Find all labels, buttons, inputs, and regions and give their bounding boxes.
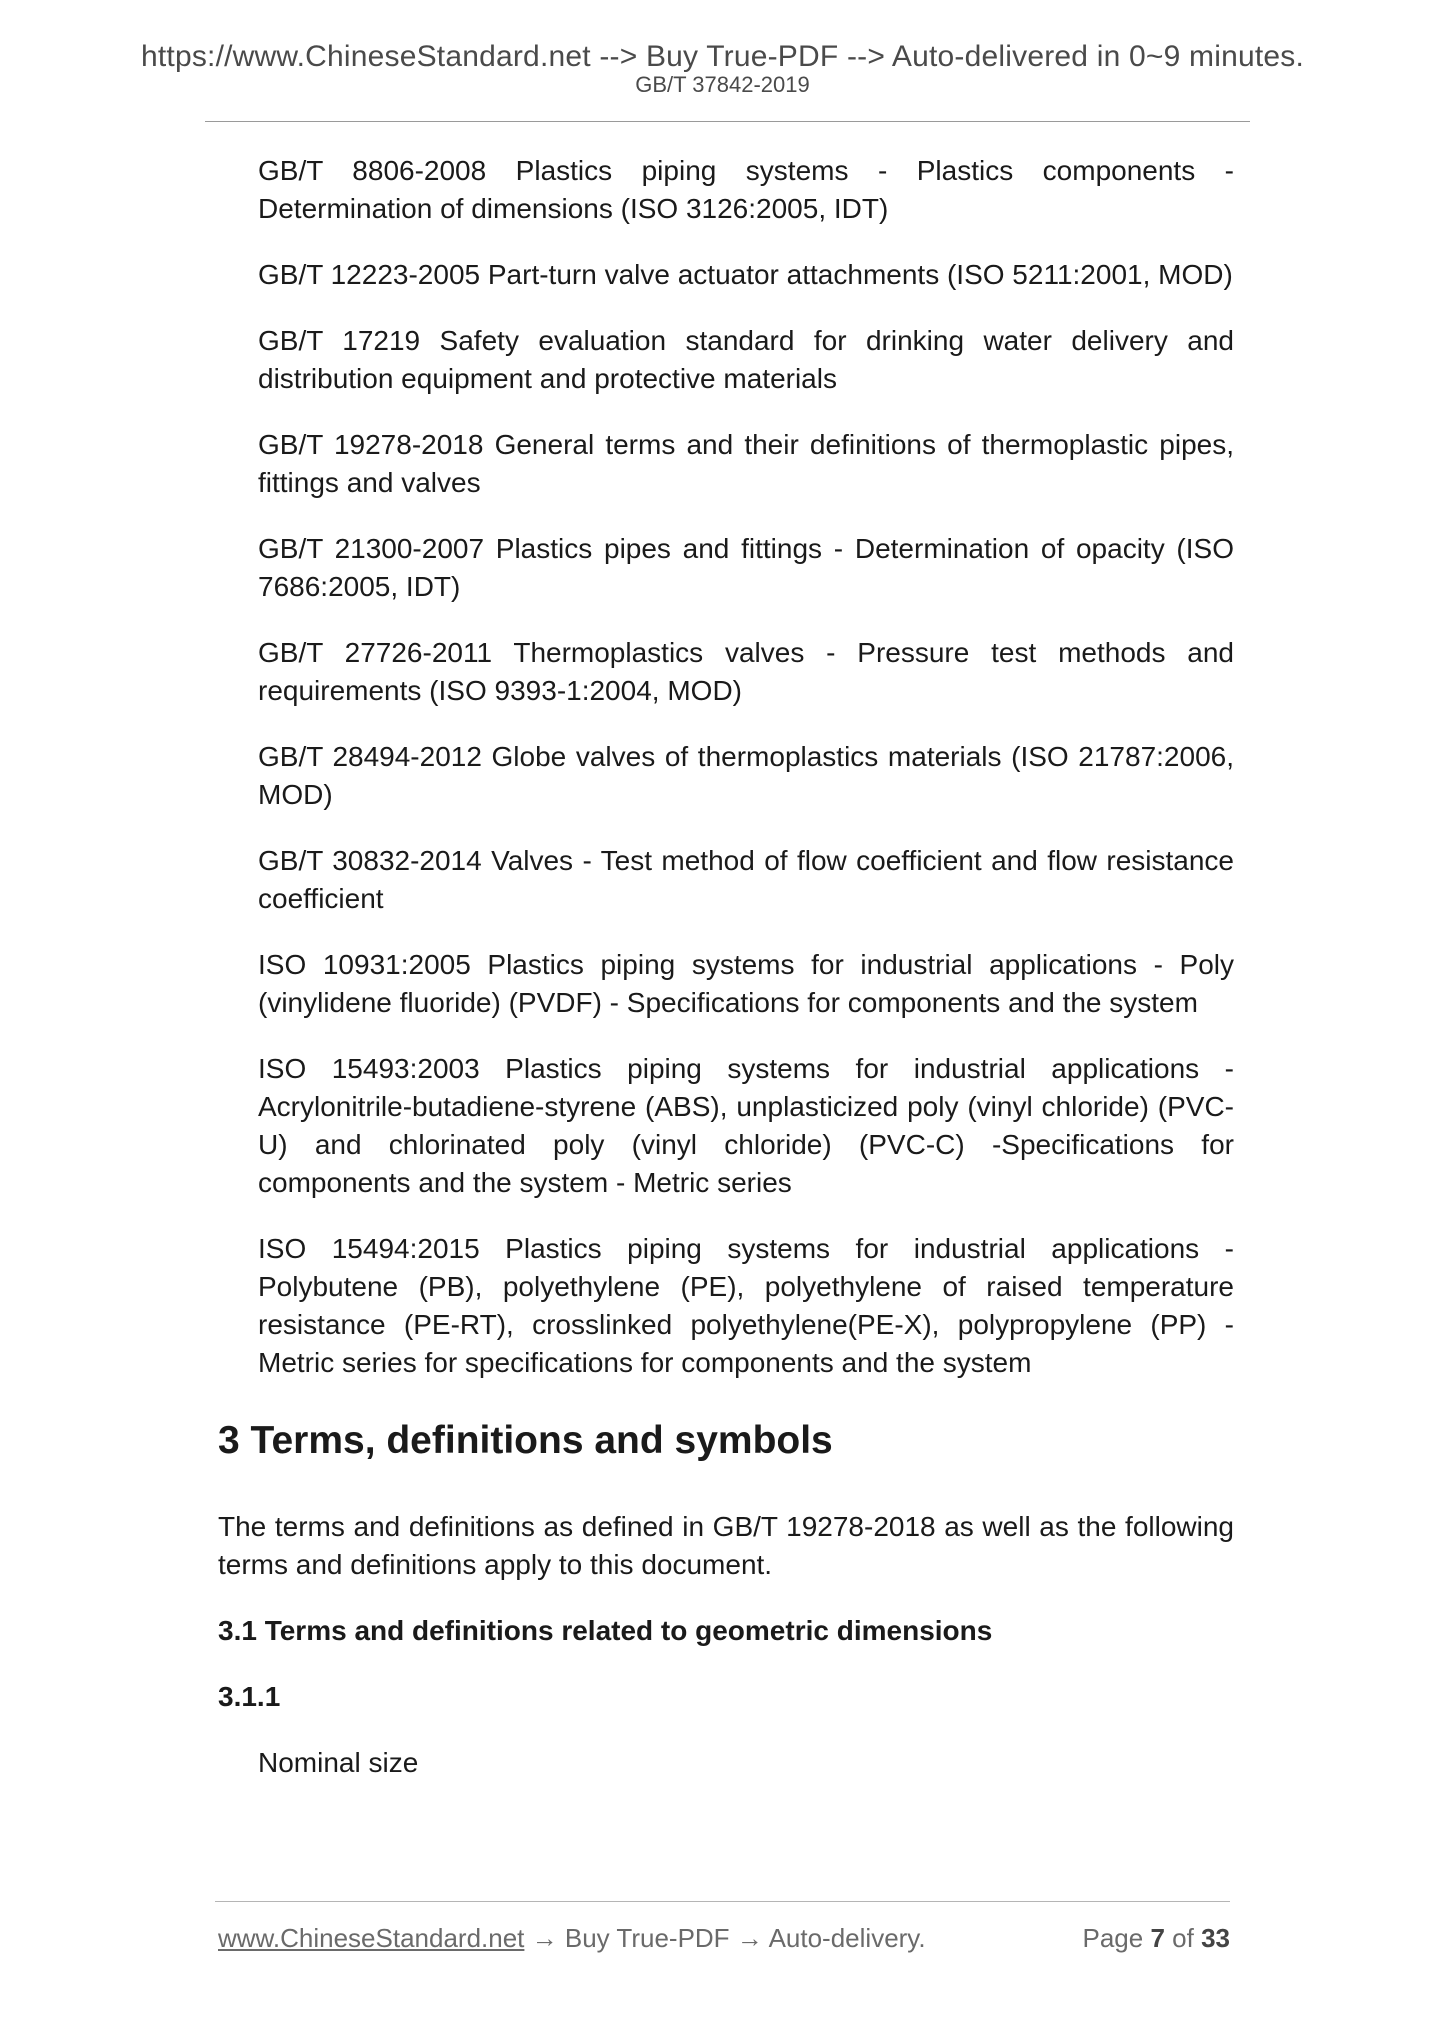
reference-item: GB/T 28494-2012 Globe valves of thermoplastics materials (ISO 21787:2006, MOD) (258, 741, 1234, 810)
subsection-heading: 3.1 Terms and definitions related to geometric dimensions (218, 1615, 993, 1646)
page-label: Page (1082, 1923, 1144, 1953)
reference-item: GB/T 21300-2007 Plastics pipes and fittings - Determination of opacity (ISO 7686:2005, IDT) (258, 533, 1234, 602)
page-total: 33 (1201, 1923, 1230, 1953)
document-code: GB/T 37842-2019 (635, 72, 810, 97)
reference-item: GB/T 8806-2008 Plastics piping systems - Plastics components - Determination of dimensions (ISO 3126:2005, IDT) (258, 155, 1234, 224)
section-intro: The terms and definitions as defined in GB/T 19278-2018 as well as the following terms and definitions apply to this document. (218, 1511, 1234, 1580)
reference-item: GB/T 27726-2011 Thermoplastics valves - Pressure test methods and requirements (ISO 9393-1:2004, MOD) (258, 637, 1234, 706)
footer-left (218, 1921, 926, 1955)
top-banner-text[interactable]: https://www.ChineseStandard.net --> Buy True-PDF --> Auto-delivered in 0~9 minutes. (141, 40, 1304, 73)
reference-item: GB/T 12223-2005 Part-turn valve actuator attachments (ISO 5211:2001, MOD) (258, 259, 1233, 290)
footer-tail-text: → Buy True-PDF → Auto-delivery. (524, 1923, 926, 1953)
reference-item: ISO 15493:2003 Plastics piping systems for industrial applications - Acrylonitrile-butadiene-styrene (ABS), unplasticized poly (vinyl chloride) (PVC-U) and chlorinated poly (vinyl chloride) (PVC-C) -Specifications for components and the system - Metric series (258, 1053, 1234, 1198)
clause-number: 3.1.1 (218, 1681, 281, 1712)
page-content (218, 152, 1234, 1782)
reference-item: ISO 10931:2005 Plastics piping systems for industrial applications - Poly (vinylidene fluoride) (PVDF) - Specifications for components and the system (258, 949, 1234, 1018)
reference-item: GB/T 19278-2018 General terms and their definitions of thermoplastic pipes, fittings and valves (258, 429, 1234, 498)
reference-item: GB/T 17219 Safety evaluation standard for drinking water delivery and distribution equipment and protective materials (258, 325, 1234, 394)
reference-item: ISO 15494:2015 Plastics piping systems for industrial applications - Polybutene (PB), polyethylene (PE), polyethylene of raised temperature resistance (PE-RT), crosslinked polyethylene(PE-X), polypropylene (PP) - Metric series for specifications for components and the system (258, 1233, 1234, 1378)
header-divider (205, 121, 1250, 122)
reference-item: GB/T 30832-2014 Valves - Test method of flow coefficient and flow resistance coefficient (258, 845, 1234, 914)
page-of: of (1172, 1923, 1194, 1953)
footer-site-link[interactable]: www.ChineseStandard.net (218, 1923, 525, 1953)
term-name: Nominal size (258, 1747, 419, 1778)
section-heading: 3 Terms, definitions and symbols (218, 1419, 833, 1462)
footer-divider (215, 1901, 1230, 1902)
page-number (1082, 1921, 1230, 1955)
page-current: 7 (1150, 1923, 1165, 1953)
